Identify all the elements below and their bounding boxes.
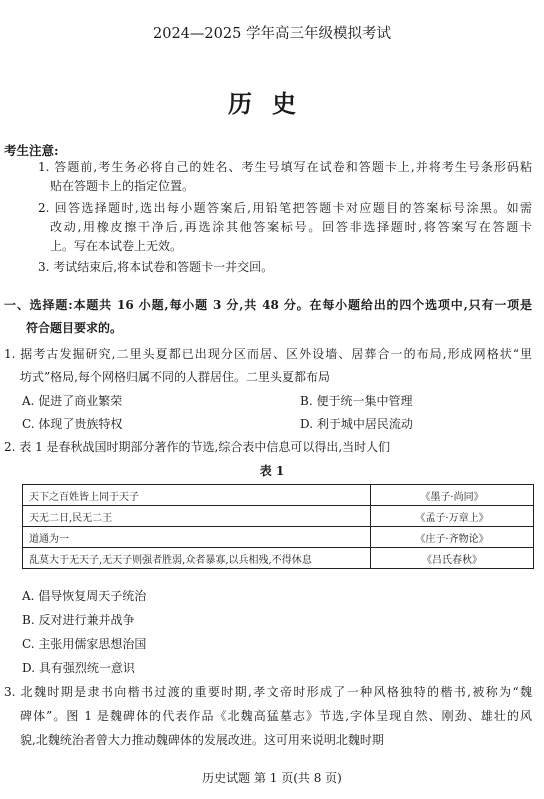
table-cell-source: 《吕氏春秋》 [371,548,534,569]
q1-stem-line-2: 坊式”格局,每个网格归属不同的人群居住。二里头夏都布局 [20,370,330,384]
notice-line-3: 2. 回答选择题时,选出每小题答案后,用铅笔把答题卡对应题目的答案标号涂黑。如需 [38,201,532,215]
section-title-line-2: 符合题目要求的。 [26,321,123,335]
page-footer: 历史试题 第 1 页(共 8 页) [202,771,342,785]
q2-stem: 2. 表 1 是春秋战国时期部分著作的节选,综合表中信息可以得出,当时人们 [4,440,391,454]
notice-line-2: 贴在答题卡上的指定位置。 [50,179,195,193]
notice-heading: 考生注意: [4,143,59,158]
notice-line-6: 3. 考试结束后,将本试卷和答题卡一并交回。 [38,260,274,274]
notice-line-5: 上。写在本试卷上无效。 [50,239,183,253]
q1-option-d: D. 利于城中居民流动 [300,417,413,431]
table-cell-quote: 天无二日,民无二王 [23,506,371,527]
q1-option-c: C. 体现了贵族特权 [22,417,123,431]
table-cell-source: 《庄子·齐物论》 [371,527,534,548]
notice-line-1: 1. 答题前,考生务必将自己的姓名、考生号填写在试卷和答题卡上,并将考生号条形码粘 [38,160,532,174]
table-cell-source: 《墨子·尚同》 [371,485,534,506]
table-row [23,506,534,527]
table-cell-quote: 天下之百姓皆上同于天子 [23,485,371,506]
quotes-table [22,484,534,569]
table-cell-quote: 乱莫大于无天子,无天子则强者胜弱,众者暴寡,以兵相残,不得休息 [23,548,371,569]
table-cell-source: 《孟子·万章上》 [371,506,534,527]
table-cell-quote: 道通为一 [23,527,371,548]
q1-stem-line-1: 1. 据考古发掘研究,二里头夏都已出现分区而居、区外设墙、居葬合一的布局,形成网格状“里 [4,347,532,361]
section-title-line-1: 一、选择题:本题共 16 小题,每小题 3 分,共 48 分。在每小题给出的四个选项中,只有一项是 [4,298,532,312]
table-row [23,485,534,506]
table-row [23,527,534,548]
q3-stem-line-1: 3. 北魏时期是隶书向楷书过渡的重要时期,孝文帝时形成了一种风格独特的楷书,被称为“魏 [4,685,532,699]
subject-title: 历史 [228,89,316,118]
q3-stem-line-2: 碑体”。图 1 是魏碑体的代表作品《北魏高猛墓志》节选,字体呈现自然、刚劲、雄壮的风 [20,709,532,723]
q2-option-d: D. 具有强烈统一意识 [22,661,135,675]
q1-option-b: B. 便于统一集中管理 [300,394,413,408]
q2-option-a: A. 倡导恢复周天子统治 [22,589,147,603]
notice-line-4: 改动,用橡皮擦干净后,再选涂其他答案标号。回答非选择题时,将答案写在答题卡 [50,220,532,234]
table-row [23,548,534,569]
q2-option-b: B. 反对进行兼并战争 [22,613,135,627]
q2-option-c: C. 主张用儒家思想治国 [22,637,147,651]
q1-option-a: A. 促进了商业繁荣 [22,394,123,408]
q3-stem-line-3: 貌,北魏统治者曾大力推动魏碑体的发展改进。这可用来说明北魏时期 [20,733,384,747]
table-caption: 表 1 [259,464,285,478]
exam-title: 2024—2025 学年高三年级模拟考试 [153,26,391,42]
